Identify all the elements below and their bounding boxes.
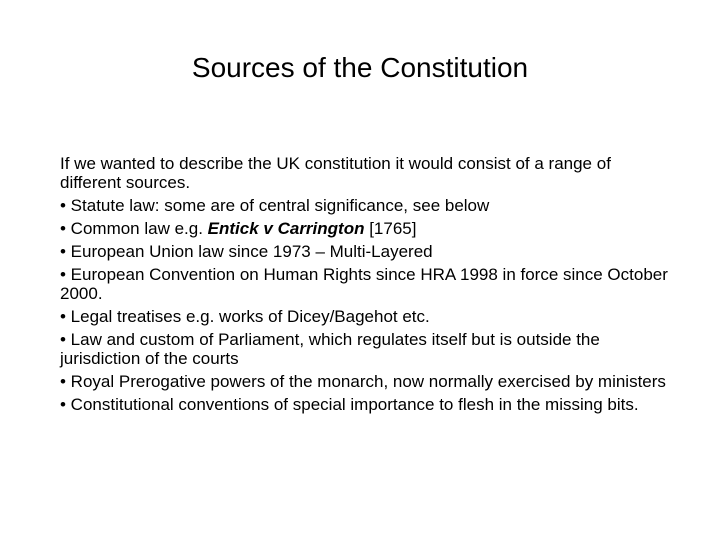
slide-title: Sources of the Constitution <box>191 52 529 83</box>
bullet-echr: • European Convention on Human Rights since HRA 1998 in force since October 2000. <box>60 265 668 303</box>
common-law-suffix: [1765] <box>364 219 417 238</box>
bullet-statute-law: • Statute law: some are of central significance, see below <box>60 196 490 215</box>
common-law-prefix: • Common law e.g. <box>60 219 208 238</box>
slide-body <box>60 154 670 418</box>
bullet-legal-treatises: • Legal treatises e.g. works of Dicey/Bagehot etc. <box>60 307 430 326</box>
bullet-parliament: • Law and custom of Parliament, which regulates itself but is outside the jurisdiction of the courts <box>60 330 600 368</box>
bullet-eu-law: • European Union law since 1973 – Multi-Layered <box>60 242 433 261</box>
bullet-common-law <box>60 219 670 238</box>
bullet-constitutional-conventions: • Constitutional conventions of special importance to flesh in the missing bits. <box>60 395 639 414</box>
intro-paragraph: If we wanted to describe the UK constitution it would consist of a range of different sources. <box>60 154 611 192</box>
case-name: Entick v Carrington <box>207 219 365 238</box>
bullet-royal-prerogative: • Royal Prerogative powers of the monarch, now normally exercised by ministers <box>60 372 666 391</box>
